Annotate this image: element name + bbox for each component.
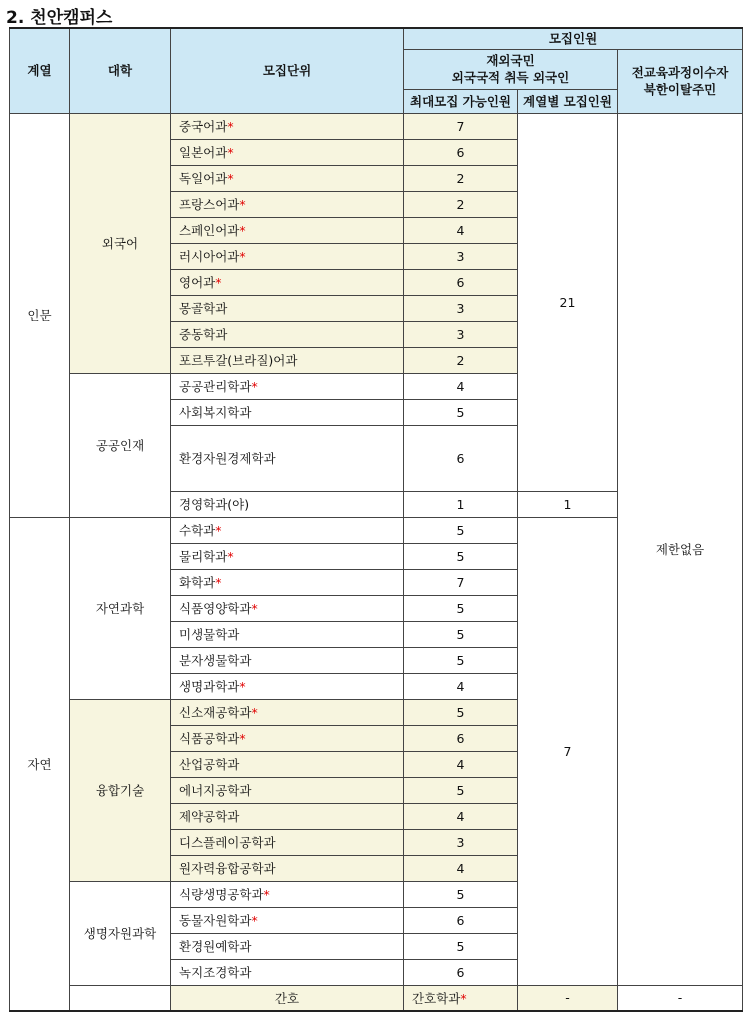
max-quota: 6 (404, 139, 518, 165)
unit-label: 식품공학과 (179, 731, 240, 746)
unit-name (171, 425, 404, 491)
unit-name (171, 881, 404, 907)
max-quota: 4 (404, 803, 518, 829)
max-quota: 5 (404, 595, 518, 621)
max-quota: 2 (404, 347, 518, 373)
unit-name (171, 699, 404, 725)
max-quota: 5 (404, 399, 518, 425)
star-icon: * (251, 913, 258, 928)
header-overseas-line1: 재외국민 (486, 53, 535, 68)
unit-label: 산업공학과 (179, 757, 240, 772)
max-quota: 4 (404, 373, 518, 399)
star-icon: * (239, 197, 246, 212)
unit-label: 독일어과 (179, 171, 228, 186)
max-quota: 3 (404, 295, 518, 321)
unit-label: 영어과 (179, 275, 216, 290)
college-foreign_lang: 외국어 (70, 113, 171, 373)
unit-name (171, 139, 404, 165)
unit-label: 신소재공학과 (179, 705, 252, 720)
unit-name (171, 725, 404, 751)
unit-name (171, 803, 404, 829)
unit-name (404, 985, 518, 1011)
unit-label: 분자생물학과 (179, 653, 252, 668)
field-quota-night: 1 (518, 491, 618, 517)
star-icon: * (251, 705, 258, 720)
star-icon: * (251, 379, 258, 394)
unit-label: 프랑스어과 (179, 197, 240, 212)
field-quota-nursing: - (618, 985, 743, 1011)
unit-name (171, 517, 404, 543)
unit-label: 환경원예학과 (179, 939, 252, 954)
star-icon: * (263, 887, 270, 902)
max-quota: 2 (404, 165, 518, 191)
unit-name (171, 855, 404, 881)
max-quota: - (518, 985, 618, 1011)
max-quota: 5 (404, 699, 518, 725)
unit-name (171, 399, 404, 425)
unit-name (171, 907, 404, 933)
max-quota: 6 (404, 959, 518, 985)
max-quota: 6 (404, 725, 518, 751)
table-row (10, 113, 743, 139)
college-public: 공공인재 (70, 373, 171, 517)
max-quota: 4 (404, 217, 518, 243)
max-quota: 2 (404, 191, 518, 217)
max-quota: 4 (404, 855, 518, 881)
unit-label: 원자력융합공학과 (179, 861, 276, 876)
unit-label: 화학과 (179, 575, 216, 590)
field-empty (70, 985, 171, 1011)
special-quota: 제한없음 (618, 113, 743, 985)
header-unit: 모집단위 (171, 28, 404, 113)
unit-label: 동물자원학과 (179, 913, 252, 928)
unit-name (171, 113, 404, 139)
star-icon: * (460, 990, 467, 1006)
unit-name (171, 321, 404, 347)
header-field-quota: 계열별 모집인원 (518, 89, 618, 113)
max-quota: 5 (404, 647, 518, 673)
header-max: 최대모집 가능인원 (404, 89, 518, 113)
unit-label: 스페인어과 (179, 223, 240, 238)
unit-name (171, 191, 404, 217)
unit-name (171, 491, 404, 517)
max-quota: 5 (404, 881, 518, 907)
field-quota-natural: 7 (518, 517, 618, 985)
unit-label: 에너지공학과 (179, 783, 252, 798)
unit-name (171, 959, 404, 985)
header-overseas-line2: 외국국적 취득 외국인 (451, 70, 570, 85)
unit-label: 중동학과 (179, 327, 228, 342)
star-icon: * (227, 171, 234, 186)
table-body (10, 113, 743, 1011)
star-icon: * (239, 223, 246, 238)
header-special-line2: 북한이탈주민 (643, 82, 717, 97)
header-college: 대학 (70, 28, 171, 113)
star-icon: * (215, 275, 222, 290)
header-field: 계열 (10, 28, 70, 113)
unit-label: 환경자원경제학과 (179, 451, 276, 466)
unit-label: 간호학과 (412, 990, 461, 1006)
unit-label: 공공관리학과 (179, 379, 252, 394)
page-title: 2. 천안캠퍼스 (6, 8, 113, 28)
unit-label: 녹지조경학과 (179, 965, 252, 980)
unit-name (171, 829, 404, 855)
max-quota: 5 (404, 517, 518, 543)
unit-name (171, 595, 404, 621)
unit-name (171, 933, 404, 959)
unit-label: 중국어과 (179, 119, 228, 134)
star-icon: * (227, 549, 234, 564)
header-special-line1: 전교육과정이수자 (631, 65, 729, 80)
unit-label: 식품영양학과 (179, 601, 252, 616)
unit-name (171, 569, 404, 595)
max-quota: 5 (404, 933, 518, 959)
max-quota: 3 (404, 321, 518, 347)
field-humanities: 인문 (10, 113, 70, 517)
unit-label: 미생물학과 (179, 627, 240, 642)
unit-label: 러시아어과 (179, 249, 240, 264)
unit-name (171, 243, 404, 269)
field-quota-humanities: 21 (518, 113, 618, 491)
star-icon: * (227, 119, 234, 134)
unit-label: 포르투갈(브라질)어과 (179, 353, 298, 368)
max-quota: 5 (404, 777, 518, 803)
unit-label: 생명과학과 (179, 679, 240, 694)
unit-name (171, 777, 404, 803)
max-quota: 5 (404, 543, 518, 569)
star-icon: * (227, 145, 234, 160)
star-icon: * (251, 601, 258, 616)
unit-name (171, 165, 404, 191)
star-icon: * (215, 523, 222, 538)
college-convergence: 융합기술 (70, 699, 171, 881)
unit-label: 몽골학과 (179, 301, 228, 316)
college-nursing: 간호 (171, 985, 404, 1011)
field-natural: 자연 (10, 517, 70, 1011)
unit-name (171, 647, 404, 673)
max-quota: 7 (404, 113, 518, 139)
unit-name (171, 217, 404, 243)
unit-name (171, 543, 404, 569)
college-science: 자연과학 (70, 517, 171, 699)
unit-label: 디스플레이공학과 (179, 835, 276, 850)
table-row (10, 985, 743, 1011)
header-quota: 모집인원 (404, 28, 743, 49)
unit-name (171, 751, 404, 777)
max-quota: 7 (404, 569, 518, 595)
max-quota: 3 (404, 243, 518, 269)
max-quota: 6 (404, 269, 518, 295)
max-quota: 5 (404, 621, 518, 647)
unit-label: 경영학과(야) (179, 497, 250, 512)
unit-label: 식량생명공학과 (179, 887, 264, 902)
unit-label: 수학과 (179, 523, 216, 538)
star-icon: * (239, 731, 246, 746)
star-icon: * (215, 575, 222, 590)
college-life: 생명자원과학 (70, 881, 171, 985)
unit-label: 사회복지학과 (179, 405, 252, 420)
star-icon: * (239, 679, 246, 694)
unit-name (171, 673, 404, 699)
unit-label: 물리학과 (179, 549, 228, 564)
unit-name (171, 621, 404, 647)
max-quota: 4 (404, 673, 518, 699)
star-icon: * (239, 249, 246, 264)
max-quota: 6 (404, 907, 518, 933)
max-quota: 1 (404, 491, 518, 517)
header-overseas (404, 49, 618, 89)
unit-name (171, 373, 404, 399)
admission-table (9, 27, 743, 1012)
unit-name (171, 347, 404, 373)
unit-label: 일본어과 (179, 145, 228, 160)
unit-name (171, 295, 404, 321)
max-quota: 6 (404, 425, 518, 491)
unit-name (171, 269, 404, 295)
max-quota: 4 (404, 751, 518, 777)
max-quota: 3 (404, 829, 518, 855)
unit-label: 제약공학과 (179, 809, 240, 824)
header-special (618, 49, 743, 113)
